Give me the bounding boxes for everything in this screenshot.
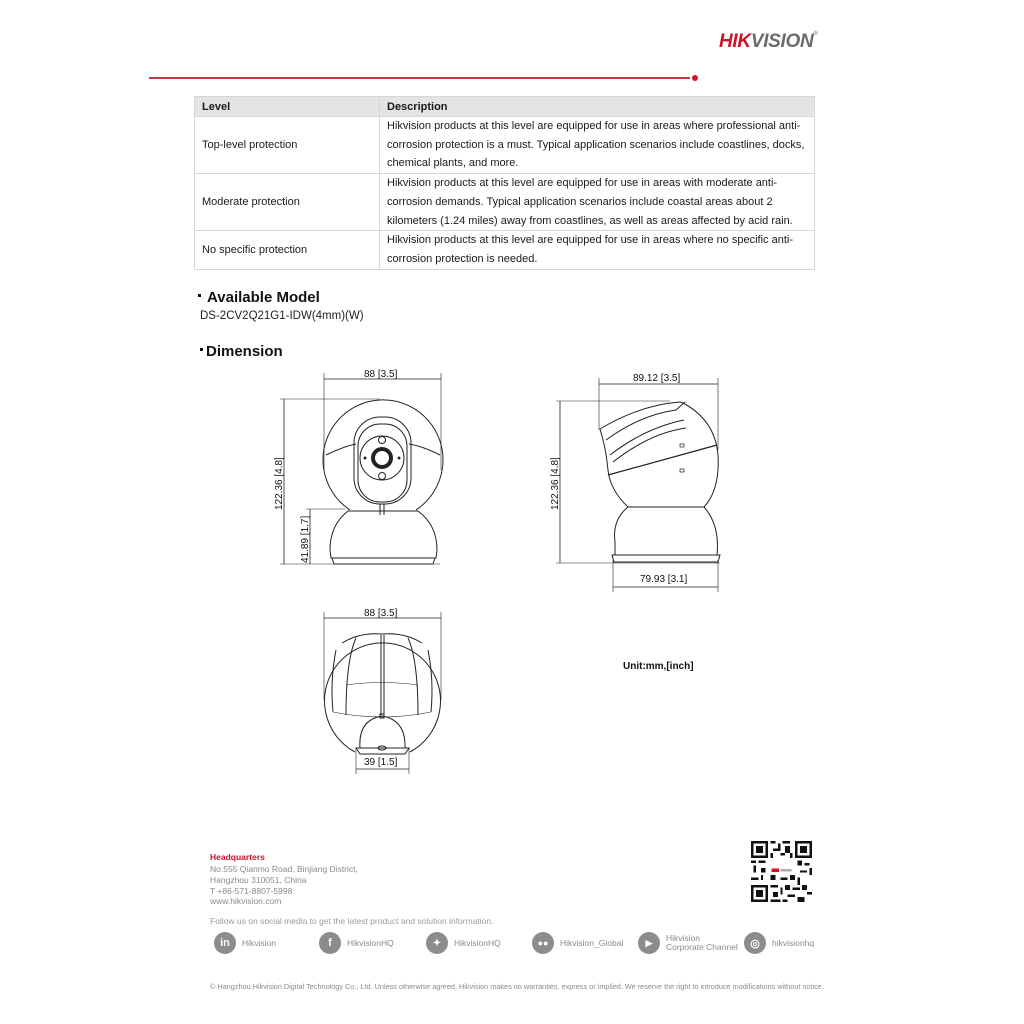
social-label: HikvisionHQ	[347, 938, 394, 948]
description-cell: Hikvision products at this level are equipped for use in areas where no specific anti-corrosion protection is needed.	[380, 231, 815, 269]
youtube-icon: ▶	[638, 932, 660, 954]
front-base-height-label: 41.89 [1.7]	[300, 515, 311, 563]
side-base-width-label: 79.93 [3.1]	[640, 574, 688, 585]
logo-secondary: VISION	[750, 31, 814, 52]
follow-us-text: Follow us on social media to get the latest product and solution information.	[210, 916, 494, 926]
social-wechat[interactable]	[532, 932, 623, 954]
top-inner-width-label: 39 [1.5]	[364, 757, 398, 768]
side-height-label: 122.36 [4.8]	[550, 457, 561, 510]
top-width-label: 88 [3.5]	[364, 608, 398, 619]
level-cell: Top-level protection	[195, 117, 380, 174]
social-youtube[interactable]	[638, 932, 738, 954]
social-facebook[interactable]	[319, 932, 394, 954]
copyright-notice: © Hangzhou Hikvision Digital Technology Co., Ltd. Unless otherwise agreed, Hikvision makes no warranties, express or implied. We reserve the right to introduce modifications without notice.	[210, 982, 824, 991]
social-label-line: Hikvision	[666, 933, 701, 943]
unit-note: Unit:mm,[inch]	[623, 661, 694, 672]
registered-mark: ®	[813, 31, 818, 37]
hq-address-line: Hangzhou 310051, China	[210, 875, 307, 885]
available-model-heading-text: Available Model	[207, 289, 320, 306]
hq-phone: T +86-571-8807-5998	[210, 886, 293, 896]
side-top-width-label: 89.12 [3.5]	[633, 373, 681, 384]
hq-address-line: No.555 Qianmo Road, Binjiang District,	[210, 864, 358, 874]
qr-code[interactable]	[751, 841, 812, 902]
level-cell: No specific protection	[195, 231, 380, 269]
top-view-drawing	[324, 612, 441, 774]
instagram-icon: ◎	[744, 932, 766, 954]
description-cell: Hikvision products at this level are equipped for use in areas where professional anti-corrosion protection is a must. Typical application scenarios include coastlines, docks, chemical plants, and more.	[380, 117, 815, 174]
hq-website[interactable]: www.hikvision.com	[210, 896, 282, 906]
dimension-heading-text: Dimension	[206, 343, 283, 360]
twitter-icon: ✦	[426, 932, 448, 954]
social-label	[666, 934, 738, 952]
social-linkedin[interactable]	[214, 932, 276, 954]
description-cell: Hikvision products at this level are equipped for use in areas with moderate anti-corrosion demands. Typical application scenarios include coastal areas about 2 kilometers (1.24 miles) away from coastlines, as well as areas affected by acid rain.	[380, 174, 815, 231]
front-height-label: 122.36 [4.8]	[274, 457, 285, 510]
logo-primary: HIK	[719, 31, 751, 52]
social-label: HikvisionHQ	[454, 938, 501, 948]
side-view-drawing	[556, 378, 720, 592]
wechat-icon: ●●	[532, 932, 554, 954]
level-cell: Moderate protection	[195, 174, 380, 231]
social-label: hikvisionhq	[772, 938, 815, 948]
social-label: Hikvision	[242, 938, 277, 948]
model-number: DS-2CV2Q21G1-IDW(4mm)(W)	[200, 310, 364, 322]
social-label-line: Corporate Channel	[666, 942, 738, 952]
front-width-label: 88 [3.5]	[364, 369, 398, 380]
facebook-icon: f	[319, 932, 341, 954]
social-twitter[interactable]	[426, 932, 501, 954]
social-label: Hikvision_Global	[560, 938, 624, 948]
column-header-level: Level	[195, 97, 380, 117]
column-header-description: Description	[380, 97, 815, 117]
social-instagram[interactable]	[744, 932, 814, 954]
linkedin-icon: in	[214, 932, 236, 954]
headquarters-title: Headquarters	[210, 852, 265, 862]
